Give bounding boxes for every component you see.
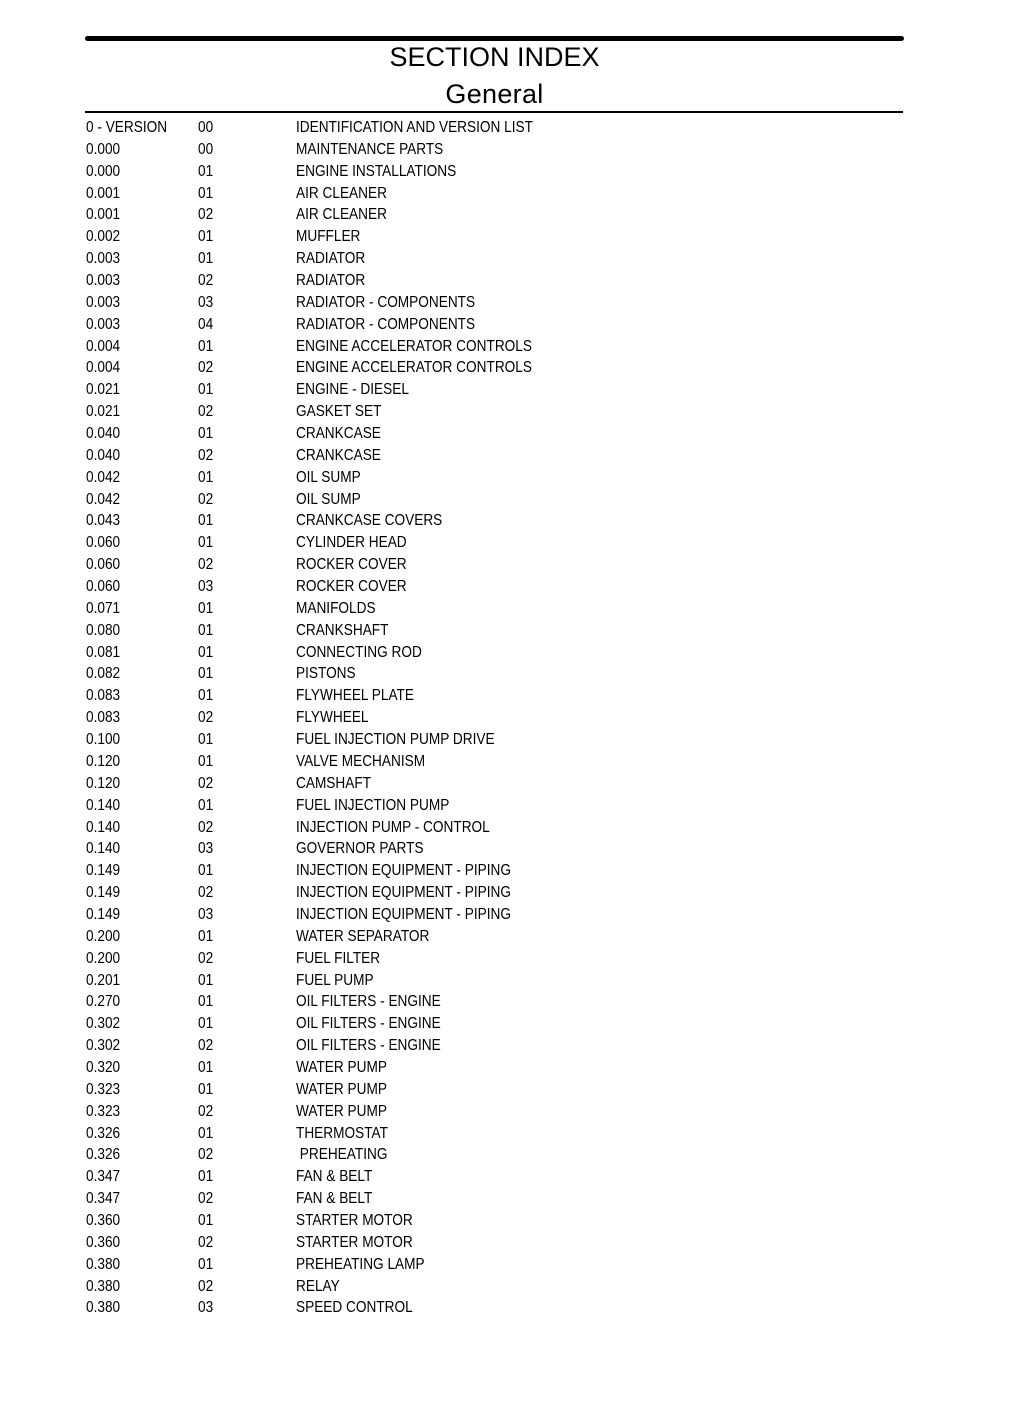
index-row	[86, 598, 886, 620]
section-title: ROCKER COVER	[296, 578, 407, 596]
index-row	[86, 642, 886, 664]
section-code: 0.323	[86, 1080, 121, 1098]
page-title: SECTION INDEX	[389, 42, 600, 72]
index-row	[86, 1013, 886, 1035]
index-row	[86, 1166, 886, 1188]
sheet-number: 01	[198, 1058, 214, 1076]
sheet-number: 01	[198, 534, 214, 552]
section-code: 0.360	[86, 1211, 121, 1229]
section-title: INJECTION EQUIPMENT - PIPING	[296, 862, 511, 880]
index-row	[86, 357, 886, 379]
sheet-number: 01	[198, 1211, 214, 1229]
index-row	[86, 336, 886, 358]
section-title: CRANKCASE	[296, 446, 381, 464]
sheet-number: 02	[198, 556, 214, 574]
index-row	[86, 620, 886, 642]
sheet-number: 02	[198, 359, 214, 377]
section-code: 0.003	[86, 272, 121, 290]
sheet-number: 01	[198, 599, 214, 617]
section-code: 0.060	[86, 578, 121, 596]
section-title: FUEL INJECTION PUMP DRIVE	[296, 731, 495, 749]
sheet-number: 01	[198, 971, 214, 989]
sheet-number: 01	[198, 927, 214, 945]
section-title: ENGINE - DIESEL	[296, 381, 409, 399]
section-code: 0.003	[86, 315, 121, 333]
section-code: 0.001	[86, 206, 121, 224]
index-row	[86, 904, 886, 926]
section-title: FAN & BELT	[296, 1168, 373, 1186]
sheet-number: 01	[198, 184, 214, 202]
section-code: 0.120	[86, 752, 121, 770]
section-code: 0.270	[86, 993, 121, 1011]
index-row	[86, 882, 886, 904]
section-code: 0.021	[86, 381, 121, 399]
sheet-number: 01	[198, 337, 214, 355]
section-title: THERMOSTAT	[296, 1124, 388, 1142]
sheet-number: 01	[198, 752, 214, 770]
index-row	[86, 991, 886, 1013]
section-title: RADIATOR	[296, 272, 366, 290]
section-code: 0.347	[86, 1168, 121, 1186]
sheet-number: 01	[198, 993, 214, 1011]
section-code: 0.004	[86, 359, 121, 377]
sheet-number: 04	[198, 315, 214, 333]
sheet-number: 03	[198, 905, 214, 923]
section-title: OIL SUMP	[296, 490, 361, 508]
sheet-number: 02	[198, 1146, 214, 1164]
index-row	[86, 729, 886, 751]
section-title: CRANKCASE COVERS	[296, 512, 443, 530]
section-code: 0.120	[86, 774, 121, 792]
index-row	[86, 139, 886, 161]
index-row	[86, 707, 886, 729]
sheet-number: 01	[198, 468, 214, 486]
section-title: RADIATOR - COMPONENTS	[296, 293, 476, 311]
section-code: 0.149	[86, 905, 121, 923]
index-row	[86, 248, 886, 270]
sheet-number: 02	[198, 774, 214, 792]
section-code: 0.080	[86, 621, 121, 639]
section-title: MAINTENANCE PARTS	[296, 140, 444, 158]
sheet-number: 02	[198, 1277, 214, 1295]
section-code: 0.326	[86, 1124, 121, 1142]
section-code: 0.200	[86, 949, 121, 967]
section-title: FAN & BELT	[296, 1190, 373, 1208]
section-title: WATER PUMP	[296, 1058, 387, 1076]
section-code: 0.380	[86, 1255, 121, 1273]
section-title: PREHEATING	[296, 1146, 388, 1164]
section-code: 0.200	[86, 927, 121, 945]
sheet-number: 01	[198, 862, 214, 880]
sheet-number: 02	[198, 1037, 214, 1055]
index-row	[86, 314, 886, 336]
index-row	[86, 1210, 886, 1232]
section-title: MUFFLER	[296, 228, 361, 246]
page-subtitle: General	[445, 79, 544, 109]
index-row	[86, 379, 886, 401]
section-code: 0.360	[86, 1233, 121, 1251]
section-code: 0.000	[86, 140, 121, 158]
section-code: 0.040	[86, 425, 121, 443]
section-title: AIR CLEANER	[296, 184, 387, 202]
section-code: 0.071	[86, 599, 121, 617]
index-row	[86, 576, 886, 598]
sheet-number: 01	[198, 1124, 214, 1142]
sheet-number: 02	[198, 1233, 214, 1251]
sheet-number: 02	[198, 709, 214, 727]
section-title: PREHEATING LAMP	[296, 1255, 425, 1273]
sheet-number: 02	[198, 884, 214, 902]
section-title: OIL FILTERS - ENGINE	[296, 1015, 441, 1033]
section-code: 0.043	[86, 512, 121, 530]
index-row	[86, 467, 886, 489]
section-title: STARTER MOTOR	[296, 1233, 413, 1251]
section-code: 0.060	[86, 534, 121, 552]
index-row	[86, 1144, 886, 1166]
section-title: VALVE MECHANISM	[296, 752, 426, 770]
section-title: FLYWHEEL	[296, 709, 369, 727]
section-code: 0.380	[86, 1277, 121, 1295]
index-row	[86, 510, 886, 532]
sheet-number: 02	[198, 490, 214, 508]
section-title: FUEL PUMP	[296, 971, 374, 989]
section-code: 0.320	[86, 1058, 121, 1076]
index-row	[86, 970, 886, 992]
section-title: PISTONS	[296, 665, 356, 683]
sheet-number: 00	[198, 140, 214, 158]
index-row	[86, 1057, 886, 1079]
section-title: MANIFOLDS	[296, 599, 376, 617]
index-row	[86, 117, 886, 139]
sheet-number: 01	[198, 228, 214, 246]
index-row	[86, 751, 886, 773]
section-title: GOVERNOR PARTS	[296, 840, 424, 858]
index-row	[86, 270, 886, 292]
index-row	[86, 489, 886, 511]
section-code: 0.042	[86, 490, 121, 508]
section-code: 0.002	[86, 228, 121, 246]
sheet-number: 01	[198, 687, 214, 705]
section-code: 0.004	[86, 337, 121, 355]
section-title: ROCKER COVER	[296, 556, 407, 574]
section-code: 0.149	[86, 884, 121, 902]
sheet-number: 01	[198, 665, 214, 683]
section-title: WATER PUMP	[296, 1102, 387, 1120]
section-title: ENGINE ACCELERATOR CONTROLS	[296, 359, 532, 377]
index-row	[86, 445, 886, 467]
section-title: AIR CLEANER	[296, 206, 387, 224]
section-title: ENGINE ACCELERATOR CONTROLS	[296, 337, 532, 355]
index-row	[86, 292, 886, 314]
section-title: FUEL INJECTION PUMP	[296, 796, 450, 814]
sheet-number: 02	[198, 1190, 214, 1208]
section-code: 0.140	[86, 796, 121, 814]
sheet-number: 02	[198, 1102, 214, 1120]
index-row	[86, 1232, 886, 1254]
section-code: 0.380	[86, 1299, 121, 1317]
section-code: 0.302	[86, 1037, 121, 1055]
index-row	[86, 817, 886, 839]
section-code: 0.021	[86, 403, 121, 421]
sheet-number: 01	[198, 731, 214, 749]
sheet-number: 03	[198, 1299, 214, 1317]
section-title: RADIATOR - COMPONENTS	[296, 315, 476, 333]
index-row	[86, 860, 886, 882]
sheet-number: 01	[198, 1080, 214, 1098]
section-title: CYLINDER HEAD	[296, 534, 407, 552]
section-code: 0.083	[86, 687, 121, 705]
section-title: OIL FILTERS - ENGINE	[296, 993, 441, 1011]
index-row	[86, 1123, 886, 1145]
section-code: 0.003	[86, 250, 121, 268]
section-title: FUEL FILTER	[296, 949, 381, 967]
section-title: CAMSHAFT	[296, 774, 372, 792]
index-row	[86, 1101, 886, 1123]
index-row	[86, 773, 886, 795]
section-title: CONNECTING ROD	[296, 643, 422, 661]
index-row	[86, 1254, 886, 1276]
header-divider	[85, 111, 903, 113]
index-row	[86, 204, 886, 226]
index-row	[86, 1035, 886, 1057]
sheet-number: 03	[198, 840, 214, 858]
section-code: 0.326	[86, 1146, 121, 1164]
section-code: 0.347	[86, 1190, 121, 1208]
section-code: 0.001	[86, 184, 121, 202]
section-title: STARTER MOTOR	[296, 1211, 413, 1229]
section-code: 0.082	[86, 665, 121, 683]
sheet-number: 01	[198, 1168, 214, 1186]
sheet-number: 01	[198, 381, 214, 399]
section-title: INJECTION EQUIPMENT - PIPING	[296, 905, 511, 923]
section-index-list	[86, 117, 886, 1319]
section-code: 0.201	[86, 971, 121, 989]
index-row	[86, 1188, 886, 1210]
section-title: OIL FILTERS - ENGINE	[296, 1037, 441, 1055]
index-row	[86, 838, 886, 860]
section-title: IDENTIFICATION AND VERSION LIST	[296, 119, 533, 136]
index-row	[86, 532, 886, 554]
index-row	[86, 663, 886, 685]
section-title: OIL SUMP	[296, 468, 361, 486]
index-row	[86, 926, 886, 948]
sheet-number: 01	[198, 796, 214, 814]
sheet-number: 01	[198, 425, 214, 443]
sheet-number: 01	[198, 250, 214, 268]
sheet-number: 01	[198, 512, 214, 530]
section-code: 0.081	[86, 643, 121, 661]
index-row	[86, 423, 886, 445]
index-row	[86, 161, 886, 183]
index-row	[86, 1079, 886, 1101]
sheet-number: 01	[198, 162, 214, 180]
sheet-number: 02	[198, 403, 214, 421]
section-code: 0.060	[86, 556, 121, 574]
index-row	[86, 554, 886, 576]
sheet-number: 01	[198, 643, 214, 661]
sheet-number: 02	[198, 818, 214, 836]
index-row	[86, 401, 886, 423]
sheet-number: 03	[198, 293, 214, 311]
section-code: 0.323	[86, 1102, 121, 1120]
section-title: CRANKSHAFT	[296, 621, 389, 639]
sheet-number: 00	[198, 119, 214, 136]
section-code: 0.100	[86, 731, 121, 749]
section-title: CRANKCASE	[296, 425, 381, 443]
section-title: RADIATOR	[296, 250, 366, 268]
section-title: WATER SEPARATOR	[296, 927, 430, 945]
section-code: 0.140	[86, 818, 121, 836]
sheet-number: 01	[198, 1015, 214, 1033]
section-code: 0.302	[86, 1015, 121, 1033]
section-code: 0 - VERSION	[86, 119, 168, 136]
index-row	[86, 795, 886, 817]
sheet-number: 01	[198, 621, 214, 639]
section-title: SPEED CONTROL	[296, 1299, 413, 1317]
section-code: 0.000	[86, 162, 121, 180]
sheet-number: 02	[198, 949, 214, 967]
sheet-number: 02	[198, 446, 214, 464]
section-code: 0.083	[86, 709, 121, 727]
section-code: 0.042	[86, 468, 121, 486]
section-title: GASKET SET	[296, 403, 382, 421]
section-title: FLYWHEEL PLATE	[296, 687, 415, 705]
sheet-number: 01	[198, 1255, 214, 1273]
index-row	[86, 226, 886, 248]
index-row	[86, 1297, 886, 1319]
index-row	[86, 183, 886, 205]
section-title: ENGINE INSTALLATIONS	[296, 162, 457, 180]
section-code: 0.140	[86, 840, 121, 858]
section-title: INJECTION PUMP - CONTROL	[296, 818, 490, 836]
section-title: INJECTION EQUIPMENT - PIPING	[296, 884, 511, 902]
sheet-number: 03	[198, 578, 214, 596]
section-code: 0.149	[86, 862, 121, 880]
index-row	[86, 1276, 886, 1298]
section-title: RELAY	[296, 1277, 340, 1295]
section-title: WATER PUMP	[296, 1080, 387, 1098]
section-code: 0.040	[86, 446, 121, 464]
sheet-number: 02	[198, 206, 214, 224]
index-row	[86, 948, 886, 970]
section-code: 0.003	[86, 293, 121, 311]
sheet-number: 02	[198, 272, 214, 290]
index-row	[86, 685, 886, 707]
